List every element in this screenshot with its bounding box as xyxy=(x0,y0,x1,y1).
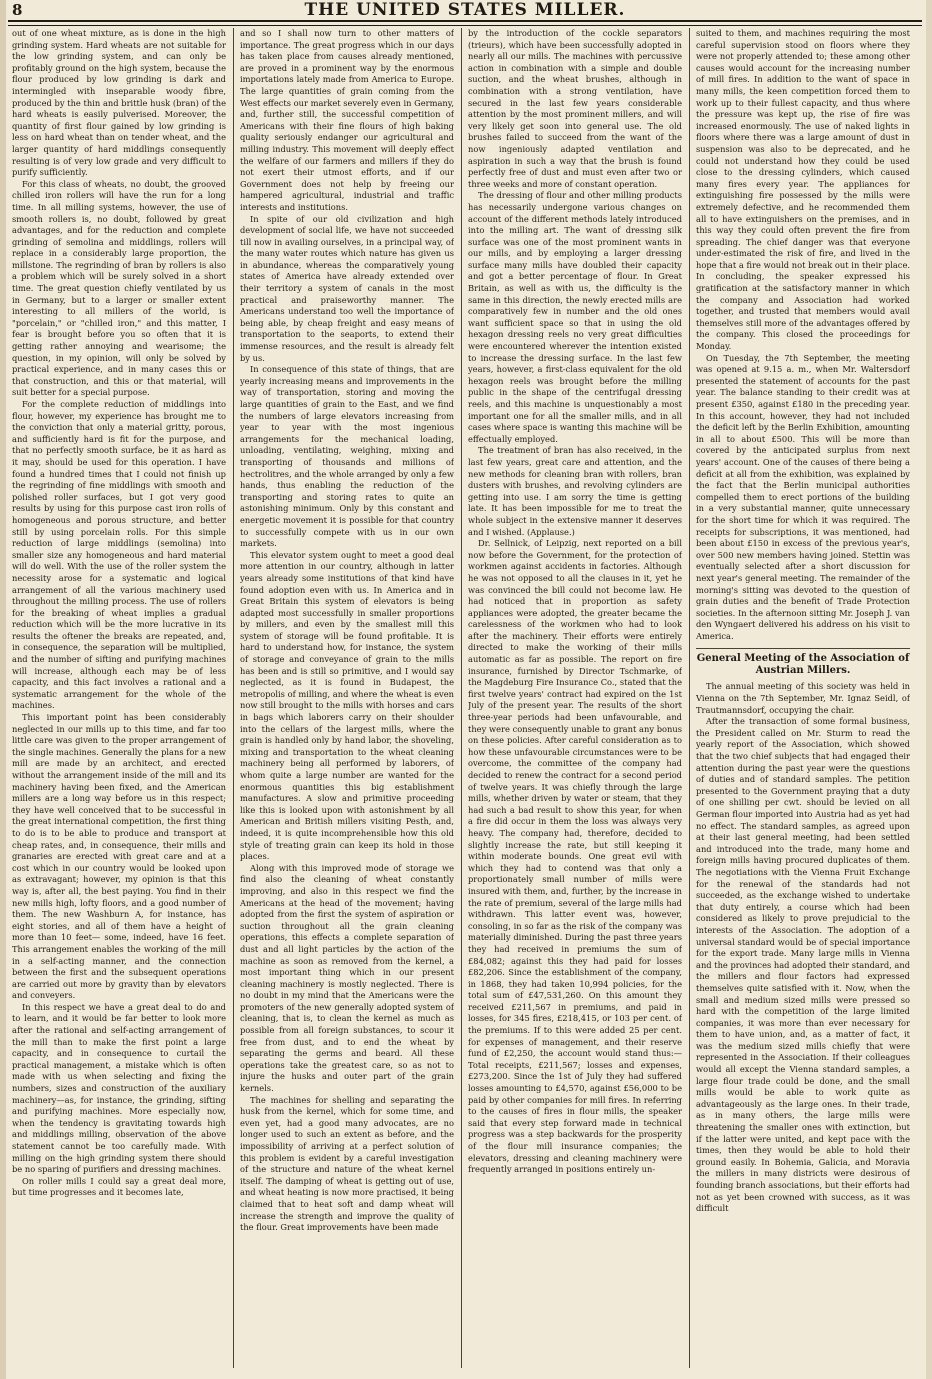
masthead-title: THE UNITED STATES MILLER. xyxy=(304,0,626,20)
column-4-paragraph: suited to them, and machines requiring the most careful supervision stood on floors where they were not properly attended to; these among other causes would account for the increasing number of mill fires. In addition to the want of space in many mills, the keen competition forced them to work up to their fullest capacity, and thus where the pressure was kept up, the rise of fire was increased enormously. The use of naked lights in floors where there was a large amount of dust in suspension was also to be deprecated, and he could not understand how they could be used close to the dressing cylinders, which caused many fires every year. The appliances for extinguishing fire possessed by the mills were extremely defective, and he recommended them all to have extinguishers on the premises, and in this way they could often prevent the fire from spreading. The chief danger was that everyone under-estimated the risk of fire, and lived in the hope that a fire would not break out in their place. In concluding, the speaker expressed his gratification at the satisfactory manner in which the company and Association had worked together, and trusted that members would avail themselves still more of the advantages offered by the company. This closed the proceedings for Monday. xyxy=(696,28,910,352)
column-3-paragraph: The dressing of flour and other milling products has necessarily undergone various changes on account of the different methods lately introduced into the milling art. The want of dressing silk surface was one of the most prominent wants in our mills, and by employing a larger dressing surface many mills have doubled their capacity and got a better percentage of flour. In Great Britain, as well as with us, the difficulty is the same in this direction, the newly erected mills are comparatively few in number and the old ones want sufficient space so that in using the old hexagon dressing reels no very great difficulties were encountered wherever the intention existed to increase the dressing surface. In the last few years, however, a first-class equivalent for the old hexagon reels was brought before the milling public in the shape of the centrifugal dressing reels, and this machine is unquestionably a most important one for all the smaller mills, and in all cases where space is wanting this machine will be effectually employed. xyxy=(468,190,682,444)
column-2-paragraph: In consequence of this state of things, that are yearly increasing means and improvements in the way of transportation, storing and moving the large quantities of grain to the East, and we find the numbers of large elevators increasing from year to year with the most ingenious arrangements for the mechanical loading, unloading, ventilating, weighing, mixing and transporting of thousands and millions of hectrolitres, and the whole arranged by only a few hands, thus enabling the reduction of the transporting and storing rates to quite an astonishing minimum. Only by this constant and energetic movement it is possible for that country to successfully compete with us in our own markets. xyxy=(240,364,454,549)
column-4-paragraph: On Tuesday, the 7th September, the meeting was opened at 9.15 a. m., when Mr. Waltersdorf presented the statement of accounts for the past year. The balance standing to their credit was at present £350, against £180 in the preceding year. In this account, however, they had not included the deficit left by the Berlin Exhibition, amounting in all to about £500. This will be more than covered by the anticipated surplus from next years' account. One of the causes of there being a deficit at all from the exhibition, was explained by the fact that the Berlin municipal authorities compelled them to erect portions of the building in a very substantial manner, quite unnecessary for the short time for which it was required. The receipts for subscriptions, it was mentioned, had been about £150 in excess of the previous year's, over 500 new members having joined. Stettin was eventually selected after a short discussion for next year's general meeting. The remainder of the morning's sitting was devoted to the question of grain duties and the benefit of Trade Protection societies. In the afternoon sitting Mr. Joseph J. van den Wyngaert delivered his address on his visit to America. xyxy=(696,352,910,641)
column-1-paragraph: This important point has been considerably neglected in our mills up to this time, and far too little care was given to the proper arrangement of the single machines. Generally the plans for a new mill are made by an architect, and erected without the arrangement inside of the mill and its machinery having been fixed, and the American millers are a long way before us in this respect; they have well conceived that to be successful in the great international competition, the first thing to do is to be able to produce and transport at cheap rates, and, in consequence, their mills and granaries are erected with great care and at a cost which in our country would be looked upon as extravagant; however, my opinion is that this way is, after all, the best paying. You find in their new mills high, lofty floors, and a good number of them. The new Washburn A, for instance, has eight stories, and all of them have a height of more than 10 feet— some, indeed, have 16 feet. This arrangement enables the working of the mill in a self-acting manner, and the connection between the first and the subsequent operations are carried out more by gravity than by elevators and conveyers. xyxy=(12,712,226,1001)
column-2-paragraph: and so I shall now turn to other matters of importance. The great progress which in our days has taken place from causes already mentioned, are proved in a prominent way by the enormous importations lately made from America to Europe. The large quantities of grain coming from the West effects our market severely even in Germany, and, further still, the successful competition of Americans with their fine flours of high baking quality seriously endanger our agricultural and milling industry. This movement will deeply effect the welfare of our farmers and millers if they do not exert their utmost efforts, and if our Government does not help by freeing our hampered agricultural, industrial and traffic interests and institutions. xyxy=(240,28,454,212)
page-edge-left xyxy=(0,0,6,1379)
column-1-paragraph: For this class of wheats, no doubt, the grooved chilled iron rollers will have the run for a long time. In all milling systems, however, the use of smooth rollers is, no doubt, followed by great advantages, and for the reduction and complete grinding of semolina and middlings, rollers will replace in a considerably large proportion, the millstone. The regrinding of bran by rollers is also a problem which will be surely solved in a short time. The great question chiefly ventilated by us in Germany, but to a larger or smaller extent interesting to all millers of the world, is "porcelain," or "chilled iron," and this matter, I fear is brought before you so often that it is getting rather annoying and wearisome; the question, in my opinion, will only be solved by practical experience, and in many cases this or that construction, and this or that material, will suit better for a special purpose. xyxy=(12,178,226,398)
header-rule xyxy=(8,20,922,26)
column-2-paragraph: The machines for shelling and separating the husk from the kernel, which for some time, and even yet, had a good many advocates, are no longer used to such an extent as before, and the impossibility of arriving at a perfect solution of this problem is evident by a careful investigation of the structure and nature of the wheat kernel itself. The damping of wheat is getting out of use, and wheat heating is now more practised, it being claimed that to heat soft and damp wheat will increase the strength and improve the quality of the flour. Great improvements have been made xyxy=(240,1094,454,1233)
section-heading: General Meeting of the Association of Austrian Millers. xyxy=(696,648,910,677)
column-4-paragraph: The annual meeting of this society was held in Vienna on the 7th September, Mr. Ignaz Seidl, of Trautmannsdorf, occupying the chair. xyxy=(696,681,910,715)
page-number: 8 xyxy=(12,1,23,19)
article-column-1 xyxy=(12,28,226,1368)
column-2-paragraph: This elevator system ought to meet a good deal more attention in our country, although in latter years already some institutions of that kind have found adoption even with us. In America and in Great Britain this system of elevators is being adapted most successfully in smaller proportions by millers, and even by the smallest mill this system of storage will be found profitable. It is hard to understand how, for instance, the system of storage and conveyance of grain to the mills has been and is still so primitive, and I would say neglected, as it is found in Budapest, the metropolis of milling, and where the wheat is even now still brought to the mills with horses and cars in bags which laborers carry on their shoulder into the cellars of the largest mills, where the grain is handled only by hand labor, the shoveling, mixing and transportation to the wheat cleaning machinery being all performed by laborers, of whom quite a large number are wanted for the enormous quantities this big establishment manufactures. A slow and primitive proceeding like this is looked upon with astonishment by all American and British millers visiting Pesth, and, indeed, it is quite incomprehensible how this old style of treating grain can keep its hold in those places. xyxy=(240,549,454,862)
article-column-3 xyxy=(468,28,682,1368)
column-3-paragraph: by the introduction of the cockle separators (trieurs), which have been successfully adopted in nearly all our mills. The machines with percussive action in combination with a simple and double suction, and the wheat brushes, although in combination with a strong ventilation, have secured in the last few years considerable attention by the most prominent millers, and will very likely get soon into general use. The old brushes failed to succeed from the want of the now ingeniously adapted ventilation and aspiration in such a way that the brush is found perfectly free of dust and must even after two or three weeks and more of constant operation. xyxy=(468,28,682,189)
column-3-paragraph: The treatment of bran has also received, in the last few years, great care and attention, and the new methods for cleaning bran with rollers, bran dusters with brushes, and revolving cylinders are getting into use. I am sorry the time is getting late. It has been impossible for me to treat the whole subject in the extensive manner it deserves and I wished. (Applause.) xyxy=(468,445,682,537)
column-2-paragraph: In spite of our old civilization and high development of social life, we have not succeeded till now in availing ourselves, in a principal way, of the many water routes which nature has given us in abundance, whereas the comparatively young states of America have already extended over their territory a system of canals in the most practical and praiseworthy manner. The Americans understand too well the importance of being able, by cheap freight and easy means of transportation to the seaports, to extend their immense resources, and the result is already felt by us. xyxy=(240,213,454,363)
column-3-paragraph: Dr. Sellnick, of Leipzig, next reported on a bill now before the Government, for the protection of workmen against accidents in factories. Although he was not opposed to all the clauses in it, yet he was convinced the bill could not become law. He had noticed that in proportion as safety appliances were adopted, the greater became the carelessness of the workmen who had to look after the machinery. Their efforts were entirely directed to make the working of their mills automatic as far as possible. The report on fire insurance, furnished by Director Tschmarke, of the Magdeburg Fire Insurance Co., stated that the first twelve years' contract had expired on the 1st July of the present year. The results of the short three-year periods had been unfavourable, and they were consequently unable to grant any bonus on these policies. After careful consideration as to how these unfavourable circumstances were to be overcome, the committee of the company had decided to renew the contract for a second period of twelve years. It was chiefly through the large mills, whether driven by water or steam, that they had such a bad result to show this year, for when a fire did occur in them the loss was always very heavy. The company had, therefore, decided to slightly increase the rate, but still keeping it within moderate bounds. One great evil with which they had to contend was that only a proportionately small number of mills were insured with them, and, further, by the increase in the rate of premium, several of the large mills had withdrawn. This latter event was, however, consoling, in so far as the risk of the company was materially diminished. During the past three years they had received in premiums the sum of £84,082; against this they had paid for losses £82,206. Since the establishment of the company, in 1868, they had taken 10,994 policies, for the total sum of £47,531,260. On this amount they received £211,567 in premiums, and paid in losses, for 345 fires, £218,415, or 103 per cent. of the premiums. If to this were added 25 per cent. for expenses of management, and their reserve fund of £2,250, the account would stand thus:—Total receipts, £211,567; losses and expenses, £273,200. Since the 1st of July they had suffered losses amounting to £4,570, against £56,000 to be paid by other companies for mill fires. In referring to the causes of fires in flour mills, the speaker said that every step forward made in technical progress was a step backwards for the prosperity of the flour mill insurance companies; the elevators, dressing and cleaning machinery were frequently arranged in positions entirely un- xyxy=(468,538,682,1175)
column-1-paragraph: out of one wheat mixture, as is done in the high grinding system. Hard wheats are not suitable for the low grinding system, and can only be profitably ground on the high system, because the flour produced by low grinding is dark and intermingled with inseparable woody fibre, produced by the thin and brittle husk (bran) of the hard wheats is easily pulverised. Moreover, the quantity of first flour gained by low grinding is less on hard wheat than on tender wheat, and the larger quantity of hard middlings consequently resulting is of very low grade and very difficult to purify sufficiently. xyxy=(12,28,226,178)
column-4-paragraph: After the transaction of some formal business, the President called on Mr. Sturm to read the yearly report of the Association, which showed that the two chief subjects that had engaged their attention during the past year were the questions of duties and of standard samples. The petition presented to the Government praying that a duty of one shilling per cwt. should be levied on all German flour imported into Austria had as yet had no effect. The standard samples, as agreed upon at their last general meeting, had been settled and introduced into the trade, many home and foreign mills having procured duplicates of them. The negotiations with the Vienna Fruit Exchange for the renewal of the standards had not succeeded, as the exchange wished to undertake that duty entirely, a course which had been considered as likely to prove prejudicial to the interests of the Association. The adoption of a universal standard would be of special importance for the export trade. Many large mills in Vienna and the provinces had adopted their standard, and the millers and flour factors had expressed themselves quite satisfied with it. Now, when the small and medium sized mills were pressed so hard with the competition of the large limited companies, it was more than ever necessary for them to have union, and, as a matter of fact, it was the medium sized mills chiefly that were represented in the Association. If their colleagues would all except the Vienna standard samples, a large flour trade could be done, and the small mills would be able to work quite as advantageously as the large ones. In their trade, as in many others, the large mills were threatening the smaller ones with extinction, but if the latter were united, and kept pace with the times, then they would be able to hold their ground easily. In Bohemia, Galicia, and Moravia the millers in many districts were desirous of founding branch associations, but their efforts had not as yet been crowned with success, as it was difficult xyxy=(696,716,910,1214)
column-divider xyxy=(461,28,462,1368)
column-divider xyxy=(689,28,690,1368)
article-column-2 xyxy=(240,28,454,1368)
column-1-paragraph: On roller mills I could say a great deal more, but time progresses and it becomes late, xyxy=(12,1175,226,1198)
column-divider xyxy=(233,28,234,1368)
column-1-paragraph: In this respect we have a great deal to do and to learn, and it would be far better to look more after the rational and self-acting arrangement of the mill than to make the first point a large capacity, and in consequence to curtail the practical management, a mistake which is often made with us when selecting and fixing the numbers, sizes and construction of the auxiliary machinery—as, for instance, the grinding, sifting and purifying machines. More especially now, when the tendency is gravitating towards high and middlings milling, observation of the above statement cannot be too carefully made. With milling on the high grinding system there should be no sparing of purifiers and dressing machines. xyxy=(12,1001,226,1175)
page-header xyxy=(8,0,922,22)
page-edge-right xyxy=(926,0,932,1379)
column-1-paragraph: For the complete reduction of middlings into flour, however, my experience has brought me to the conviction that only a material gritty, porous, and sufficiently hard is fit for the purpose, and that no perfectly smooth surface, be it as hard as it may, should be used for this operation. I have found a hundred times that I could not finish up the regrinding of fine middlings with smooth and polished roller surfaces, but I got very good results by using for this purpose cast iron rolls of homogeneous and porous structure, and better still by using porcelain rolls. For this simple reduction of large middlings (semolina) into smaller size any homogeneous and hard material will do well. With the use of the roller system the necessity arose for a systematic and logical arrangement of all the various machinery used throughout the milling process. The use of rollers for the breaking of wheat implies a gradual reduction which will be the more lucrative in its results the oftener the breaks are repeated, and, in consequence, the separation will be multiplied, and the number of sifting and purifying machines will increase, although each may be of less capacity, and this fact involves a rational and a systematic arrangement for the whole of the machines. xyxy=(12,399,226,711)
column-2-paragraph: Along with this improved mode of storage we find also the cleaning of wheat constantly improving, and also in this respect we find the Americans at the head of the movement; having adopted from the first the system of aspiration or suction throughout all the grain cleaning operations, this effects a complete separation of dust and all light particles by the action of the machine as soon as removed from the kernel, a most important thing which in our present cleaning machinery is mostly neglected. There is no doubt in my mind that the Americans were the promoters of the new generally adopted system of cleaning, that is, to clean the kernel as much as possible from all foreign substances, to scour it free from dust, and to end the wheat by separating the germs and beard. All these operations take the greatest care, so as not to injure the husks and outer part of the grain kernels. xyxy=(240,862,454,1094)
article-column-4 xyxy=(696,28,910,1368)
